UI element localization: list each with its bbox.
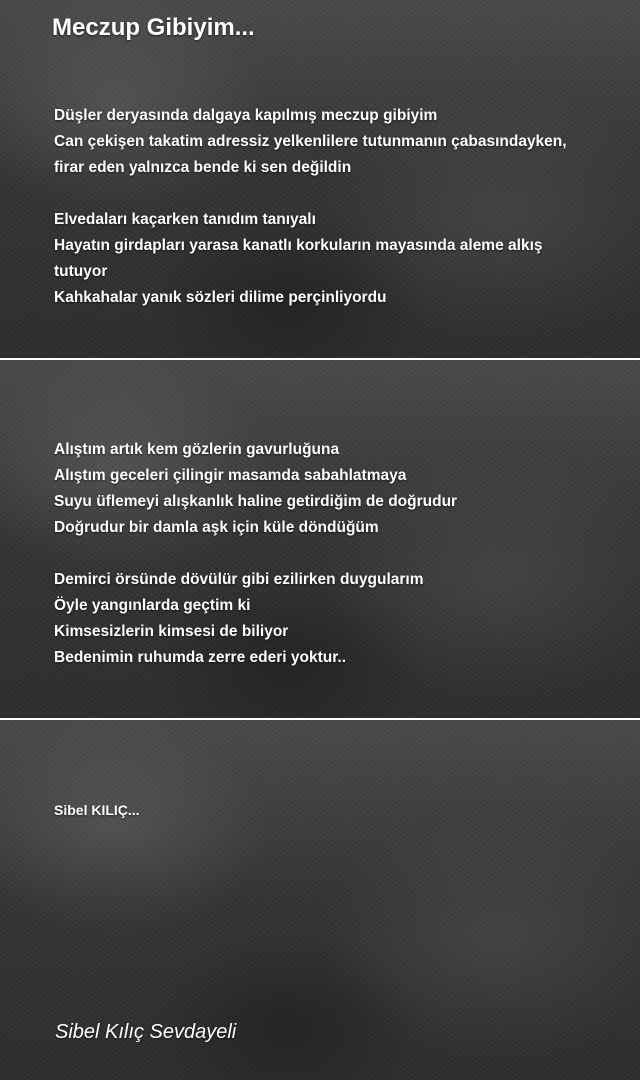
poem-line: Alıştım geceleri çilingir masamda sabahlatmaya (54, 467, 407, 484)
poem-line: firar eden yalnızca bende ki sen değildin (54, 159, 352, 176)
poem-line: tutuyor (54, 263, 108, 280)
poem-line: Demirci örsünde dövülür gibi ezilirken duygularım (54, 571, 424, 588)
poem-line: Alıştım artık kem gözlerin gavurluğuna (54, 441, 340, 458)
stanza-1 (54, 103, 614, 181)
poem-line: Düşler deryasında dalgaya kapılmış meczup gibiyim (54, 107, 438, 124)
poem-line: Can çekişen takatim adressiz yelkenlilere tutunmanın çabasındayken, (54, 133, 567, 150)
poem-line: Hayatın girdapları yarasa kanatlı korkuların mayasında aleme alkış (54, 237, 543, 254)
stanza-3 (54, 437, 614, 541)
poem-title: Meczup Gibiyim... (52, 14, 255, 41)
poem-line: Kahkahalar yanık sözleri dilime perçinliyordu (54, 289, 387, 306)
poem-line: Doğrudur bir damla aşk için küle döndüğüm (54, 519, 379, 536)
stanza-4 (54, 567, 614, 671)
poem-line: Bedenimin ruhumda zerre ederi yoktur.. (54, 649, 346, 666)
poem-line: Kimsesizlerin kimsesi de biliyor (54, 623, 289, 640)
author-name: Sibel Kılıç Sevdayeli (55, 1021, 237, 1043)
poem-line: Elvedaları kaçarken tanıdım tanıyalı (54, 211, 316, 228)
stanza-2 (54, 207, 614, 311)
poem-line: Öyle yangınlarda geçtim ki (54, 597, 251, 614)
poem-signature: Sibel KILIÇ... (54, 802, 140, 818)
poem-line: Suyu üflemeyi alışkanlık haline getirdiğim de doğrudur (54, 493, 458, 510)
